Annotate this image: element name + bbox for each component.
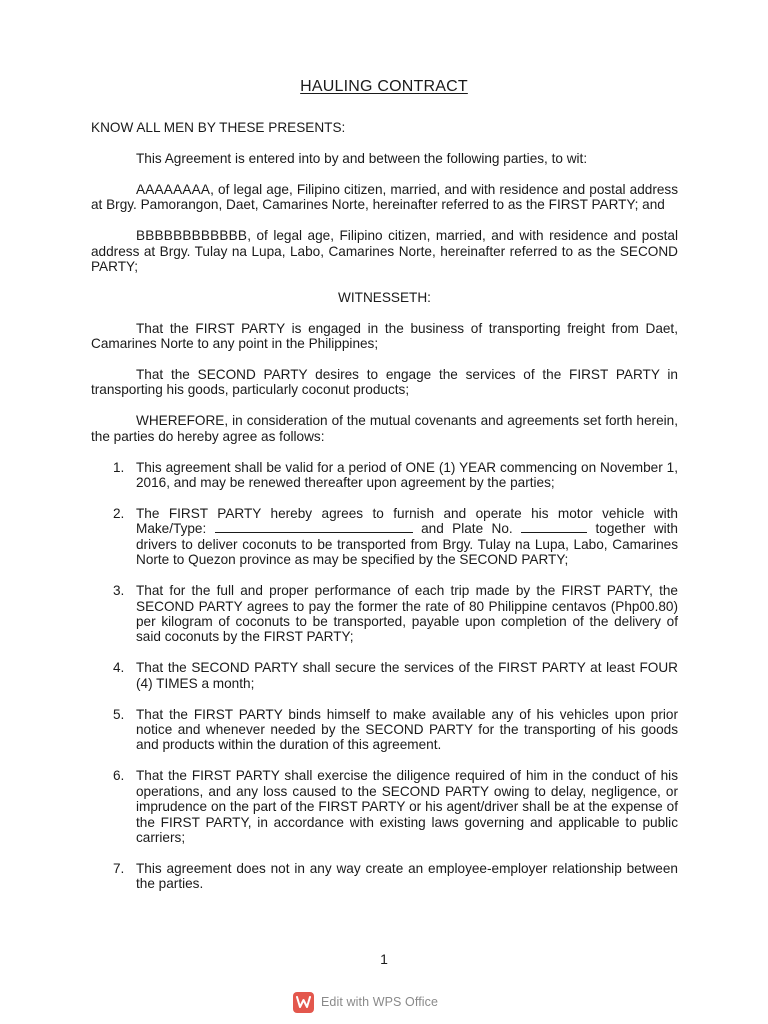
item-5-text: That the FIRST PARTY binds himself to make available any of his vehicles upon prior notice and whenever needed by the SECOND PARTY for the transporting of his goods and products within the duration of this agreement.	[136, 706, 678, 753]
item-2-pre: The FIRST PARTY hereby agrees to furnish and operate his motor vehicle with Make/Type:	[136, 506, 678, 537]
witnesseth-heading: WITNESSETH:	[338, 289, 431, 305]
opening-line: KNOW ALL MEN BY THESE PRESENTS:	[91, 120, 346, 135]
agreement-items	[91, 460, 678, 892]
second-party-label: SECOND PARTY	[91, 243, 678, 274]
second-party-name: BBBBBBBBBBBB	[136, 228, 248, 244]
second-party-tail: ;	[134, 258, 138, 274]
recital-2: That the SECOND PARTY desires to engage the services of the FIRST PARTY in transporting his goods, particularly coconut products;	[91, 367, 678, 398]
item-number: 4.	[113, 660, 125, 676]
first-party-tail: ; and	[634, 197, 665, 213]
item-6-text: That the FIRST PARTY shall exercise the diligence required of him in the conduct of his operations, and any loss caused to the SECOND PARTY owing to delay, negligence, or imprudence on the part of the FIRST PARTY or his agent/driver shall be at the expense of the FIRST PARTY, in accordance with existing laws governing and applicable to public carriers;	[136, 768, 678, 845]
first-party-paragraph	[91, 182, 678, 213]
second-party-paragraph	[91, 228, 678, 274]
item-3-text: That for the full and proper performance of each trip made by the FIRST PARTY, the SECOND PARTY agrees to pay the former the rate of 80 Philippine centavos (Php00.80) per kilogram of coconuts to be transported, payable upon completion of the delivery of said coconuts by the FIRST PARTY;	[136, 583, 678, 645]
agreement-item-2	[91, 506, 678, 568]
item-1-term: ONE (1) YEAR	[405, 459, 497, 475]
make-type-blank-field[interactable]	[215, 521, 413, 533]
document-body	[91, 120, 678, 907]
wps-label[interactable]: Edit with WPS Office	[321, 995, 439, 1009]
item-1-post: commencing on November 1, 2016, and may be renewed thereafter upon agreement by the parties;	[136, 459, 678, 491]
plate-number-blank-field[interactable]	[521, 521, 587, 533]
item-7-text: This agreement does not in any way create an employee-employer relationship between the parties.	[136, 860, 678, 892]
item-number: 2.	[113, 506, 125, 521]
agreement-item-5	[91, 707, 678, 753]
title-text: HAULING CONTRACT	[300, 78, 468, 95]
document-title	[0, 78, 768, 96]
intro-paragraph: This Agreement is entered into by and between the following parties, to wit:	[136, 150, 588, 166]
agreement-item-6	[91, 768, 678, 845]
agreement-item-7	[91, 861, 678, 892]
edit-with-wps-button[interactable]	[293, 990, 438, 1014]
item-number: 6.	[113, 768, 125, 784]
wps-logo-icon	[293, 992, 314, 1013]
wherefore-paragraph: WHEREFORE, in consideration of the mutual covenants and agreements set forth herein, the parties do hereby agree as follows:	[91, 413, 678, 444]
item-number: 5.	[113, 706, 125, 722]
item-number: 7.	[113, 860, 125, 876]
agreement-item-3	[91, 583, 678, 645]
item-1-pre: This agreement shall be valid for a period of	[136, 459, 406, 475]
first-party-label: FIRST PARTY	[548, 197, 635, 213]
item-4-text: That the SECOND PARTY shall secure the services of the FIRST PARTY at least FOUR (4) TIMES a month;	[136, 660, 678, 691]
item-2-mid: and Plate No.	[412, 521, 522, 537]
agreement-item-4	[91, 660, 678, 691]
item-2-post: together with drivers to deliver coconuts to be transported from Brgy. Tulay na Lupa, Labo, Camarines Norte to Quezon province as may be specified by the SECOND PARTY;	[136, 521, 678, 568]
item-number: 1.	[113, 459, 125, 475]
wps-w-glyph-icon	[296, 996, 311, 1008]
recital-1: That the FIRST PARTY is engaged in the business of transporting freight from Daet, Camarines Norte to any point in the Philippines;	[91, 320, 678, 352]
item-number: 3.	[113, 583, 125, 599]
first-party-name: AAAAAAAA	[136, 181, 211, 197]
first-party-text: , of legal age, Filipino citizen, married, and with residence and postal address at Brgy. Pamorangon, Daet, Camarines Norte, hereinafter referred to as the	[91, 181, 678, 213]
page-number: 1	[380, 951, 388, 967]
agreement-item-1	[91, 460, 678, 491]
second-party-text: , of legal age, Filipino citizen, married, and with residence and postal address at Brgy. Tulay na Lupa, Labo, Camarines Norte, hereinafter referred to as the	[91, 228, 678, 259]
